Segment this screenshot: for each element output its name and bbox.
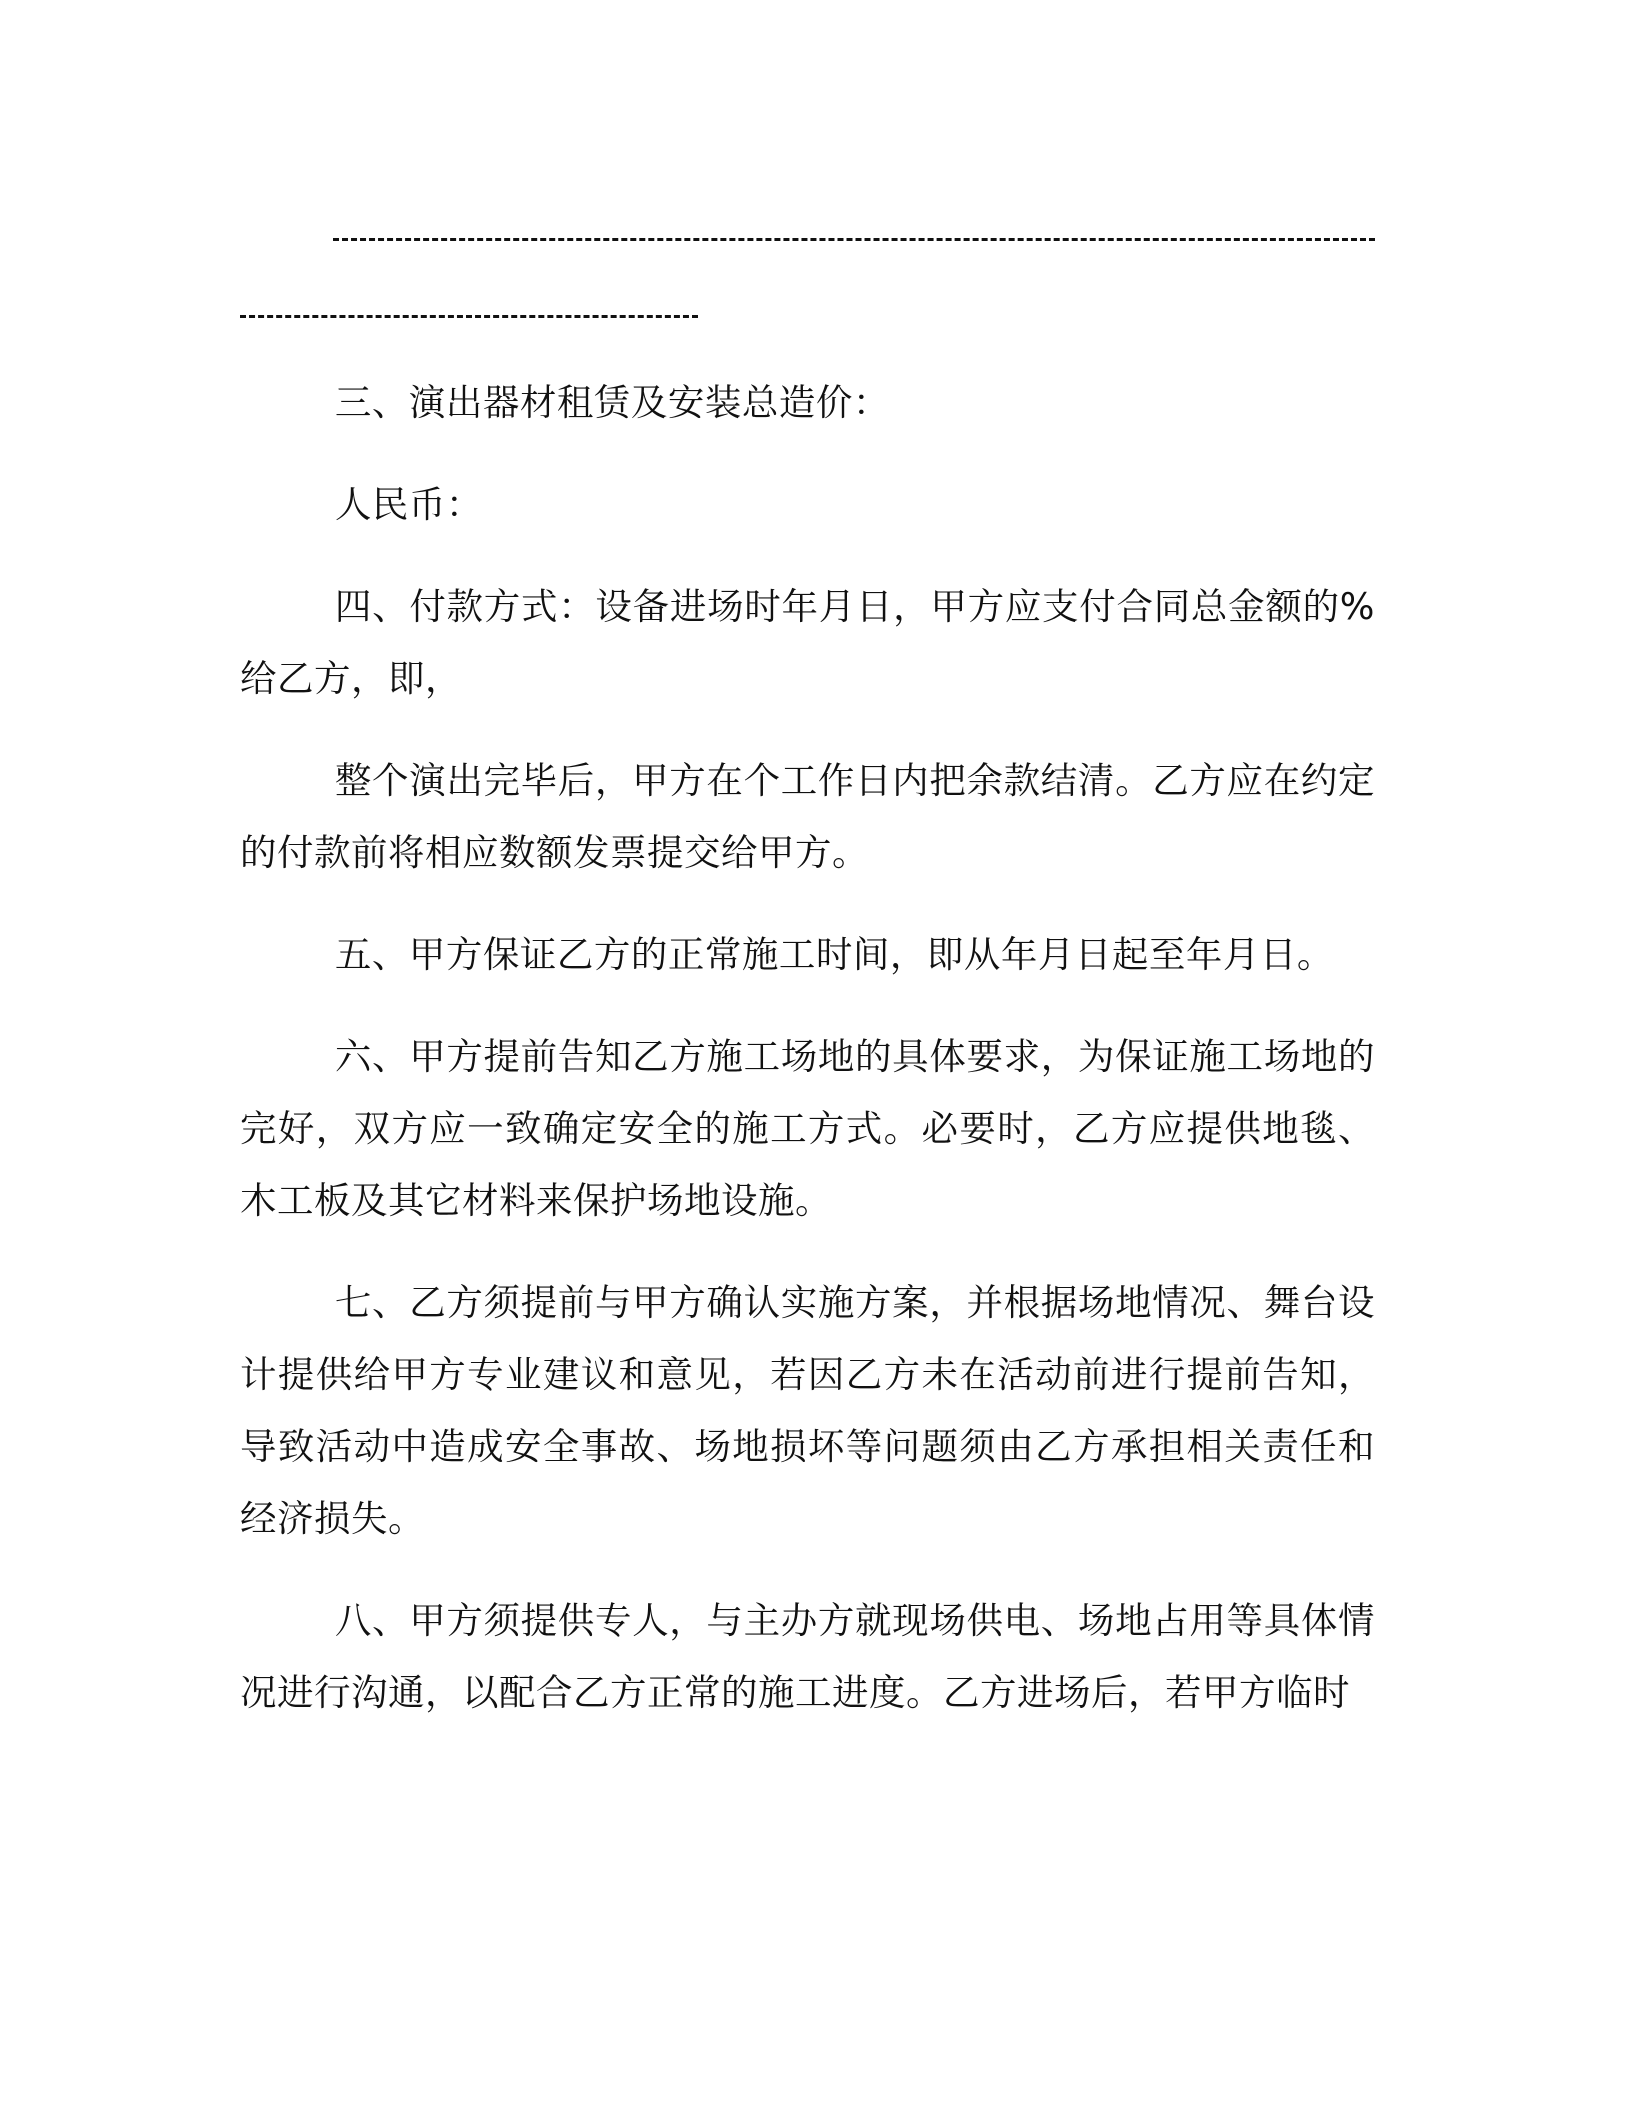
clause-4-payment-method: 四、付款方式：设备进场时年月日，甲方应支付合同总金额的%给乙方，即， xyxy=(240,585,1375,700)
clause-8-coordination: 八、甲方须提供专人，与主办方就现场供电、场地占用等具体情况进行沟通，以配合乙方正常的施工进度。乙方进场后，若甲方临时 xyxy=(240,1599,1375,1714)
clause-4-balance-settlement: 整个演出完毕后，甲方在个工作日内把余款结清。乙方应在约定的付款前将相应数额发票提交给甲方。 xyxy=(240,759,1375,874)
clause-5-construction-time: 五、甲方保证乙方的正常施工时间，即从年月日起至年月日。 xyxy=(334,933,1334,976)
clause-6-site-requirements: 六、甲方提前告知乙方施工场地的具体要求，为保证施工场地的完好，双方应一致确定安全的施工方式。必要时，乙方应提供地毯、木工板及其它材料来保护场地设施。 xyxy=(240,1035,1375,1222)
blank-fill-line xyxy=(333,238,1375,241)
currency-line: 人民币： xyxy=(334,483,483,526)
contract-body xyxy=(240,367,1375,1729)
blank-fill-line xyxy=(240,315,698,318)
clause-3-total-price: 三、演出器材租赁及安装总造价： xyxy=(334,381,890,424)
clause-7-implementation-plan: 七、乙方须提前与甲方确认实施方案，并根据场地情况、舞台设计提供给甲方专业建议和意见，若因乙方未在活动前进行提前告知，导致活动中造成安全事故、场地损坏等问题须由乙方承担相关责任和经济损失。 xyxy=(240,1281,1375,1540)
